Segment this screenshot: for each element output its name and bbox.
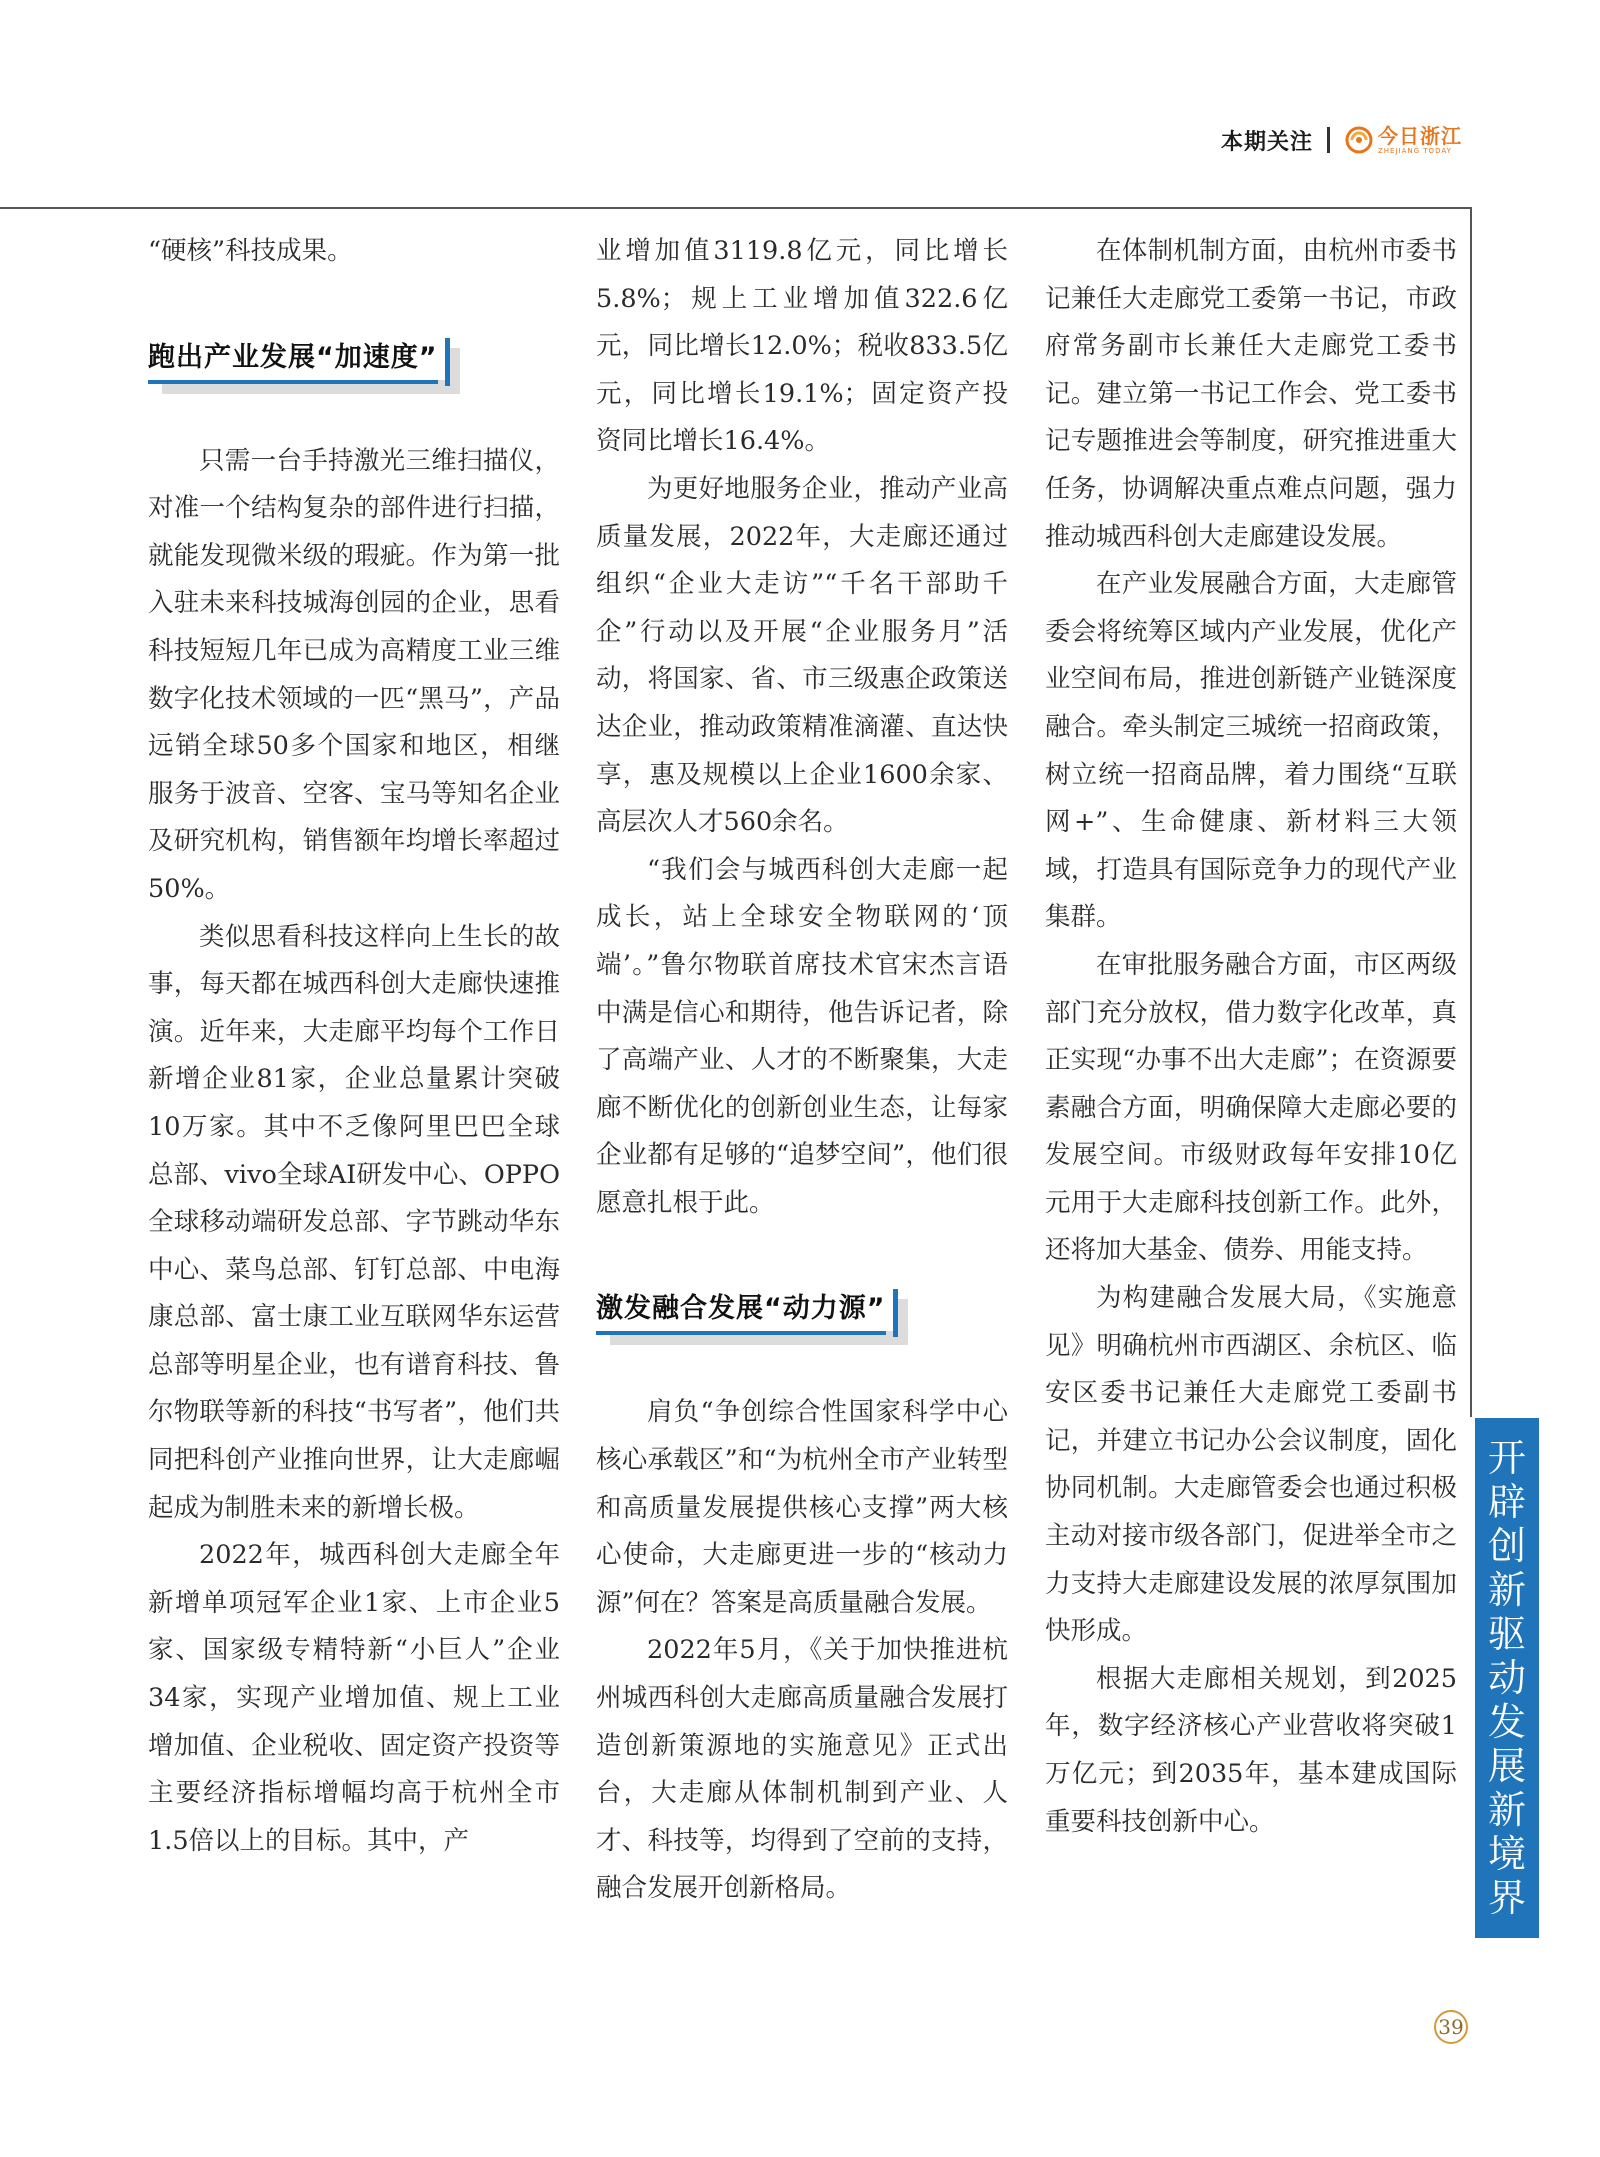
column-2 bbox=[596, 228, 1008, 1913]
banner-char: 新 bbox=[1487, 1788, 1526, 1832]
paragraph: 2022年5月，《关于加快推进杭州城西科创大走廊高质量融合发展打造创新策源地的实施意见》正式出台，大走廊从体制机制到产业、人才、科技等，均得到了空前的支持，融合发展开创新格局。 bbox=[596, 1635, 1008, 1904]
top-rule bbox=[0, 207, 1470, 209]
heading-text: 激发融合发展“动力源” bbox=[596, 1291, 886, 1335]
heading-text: 跑出产业发展“加速度” bbox=[148, 340, 438, 384]
paragraph: “我们会与城西科创大走廊一起成长，站上全球安全物联网的‘顶端’。”鲁尔物联首席技术官宋杰言语中满是信心和期待，他告诉记者，除了高端产业、人才的不断聚集，大走廊不断优化的创新创业生态，让每家企业都有足够的“追梦空间”，他们很愿意扎根于此。 bbox=[596, 854, 1008, 1218]
page-header bbox=[1221, 120, 1462, 160]
logo-swirl-icon bbox=[1344, 125, 1374, 155]
banner-char: 境 bbox=[1487, 1832, 1526, 1876]
banner-char: 动 bbox=[1487, 1656, 1526, 1700]
paragraph: 肩负“争创综合性国家科学中心核心承载区”和“为杭州全市产业转型和高质量发展提供核心支撑”两大核心使命，大走廊更进一步的“核动力源”何在？答案是高质量融合发展。 bbox=[596, 1397, 1008, 1618]
logo-subtext: ZHEJIANG TODAY bbox=[1378, 146, 1452, 155]
paragraph: 为更好地服务企业，推动产业高质量发展，2022年，大走廊还通过组织“企业大走访”“千名干部助千企”行动以及开展“企业服务月”活动，将国家、省、市三级惠企政策送达企业，推动政策精准滴灌、直达快享，惠及规模以上企业1600余家、高层次人才560余名。 bbox=[596, 473, 1008, 838]
magazine-logo bbox=[1344, 125, 1462, 155]
section-heading bbox=[148, 340, 448, 380]
banner-char: 辟 bbox=[1487, 1480, 1526, 1524]
paragraph: “硬核”科技成果。 bbox=[148, 236, 353, 266]
banner-char: 展 bbox=[1487, 1744, 1526, 1788]
column-frame-rule bbox=[1470, 207, 1472, 1417]
section-label: 本期关注 bbox=[1220, 129, 1313, 155]
paragraph: 2022年，城西科创大走廊全年新增单项冠军企业1家、上市企业5家、国家级专精特新“小巨人”企业34家，实现产业增加值、规上工业增加值、企业税收、固定资产投资等主要经济指标增幅均高于杭州全市1.5倍以上的目标。其中，产 bbox=[148, 1540, 560, 1856]
heading-shadow bbox=[898, 1299, 908, 1345]
paragraph: 为构建融合发展大局，《实施意见》明确杭州市西湖区、余杭区、临安区委书记兼任大走廊党工委副书记，并建立书记办公会议制度，固化协同机制。大走廊管委会也通过积极主动对接市级各部门，促进举全市之力支持大走廊建设发展的浓厚氛围加快形成。 bbox=[1045, 1283, 1457, 1647]
paragraph: 只需一台手持激光三维扫描仪，对准一个结构复杂的部件进行扫描，就能发现微米级的瑕疵。作为第一批入驻未来科技城海创园的企业，思看科技短短几年已成为高精度工业三维数字化技术领域的一匹“黑马”，产品远销全球50多个国家和地区，相继服务于波音、空客、宝马等知名企业及研究机构，销售额年均增长率超过50%。 bbox=[148, 445, 560, 904]
section-heading bbox=[596, 1291, 896, 1331]
banner-char: 新 bbox=[1487, 1568, 1526, 1612]
paragraph: 在体制机制方面，由杭州市委书记兼任大走廊党工委第一书记，市政府常务副市长兼任大走廊党工委书记。建立第一书记工作会、党工委书记专题推进会等制度，研究推进重大任务，协调解决重点难点问题，强力推动城西科创大走廊建设发展。 bbox=[1045, 236, 1457, 552]
heading-shadow bbox=[450, 348, 460, 394]
column-1 bbox=[148, 228, 560, 1865]
paragraph: 在产业发展融合方面，大走廊管委会将统筹区域内产业发展，优化产业空间布局，推进创新链产业链深度融合。牵头制定三城统一招商政策，树立统一招商品牌，着力围绕“互联网+”、生命健康、新材料三大领域，打造具有国际竞争力的现代产业集群。 bbox=[1045, 569, 1457, 933]
banner-char: 开 bbox=[1487, 1436, 1526, 1480]
page-number: 39 bbox=[1434, 2010, 1468, 2044]
banner-char: 驱 bbox=[1487, 1612, 1526, 1656]
logo-text: 今日浙江 bbox=[1378, 123, 1462, 148]
banner-char: 创 bbox=[1487, 1524, 1526, 1568]
banner-char: 发 bbox=[1487, 1700, 1526, 1744]
heading-bar bbox=[893, 1289, 898, 1337]
side-banner bbox=[1475, 1418, 1539, 1938]
column-3 bbox=[1045, 228, 1457, 1846]
paragraph: 在审批服务融合方面，市区两级部门充分放权，借力数字化改革，真正实现“办事不出大走廊”；在资源要素融合方面，明确保障大走廊必要的发展空间。市级财政每年安排10亿元用于大走廊科技创新工作。此外，还将加大基金、债券、用能支持。 bbox=[1045, 949, 1457, 1266]
header-divider bbox=[1327, 127, 1330, 153]
paragraph: 根据大走廊相关规划，到2025年，数字经济核心产业营收将突破1万亿元；到2035年，基本建成国际重要科技创新中心。 bbox=[1045, 1663, 1457, 1837]
paragraph: 类似思看科技这样向上生长的故事，每天都在城西科创大走廊快速推演。近年来，大走廊平均每个工作日新增企业81家，企业总量累计突破10万家。其中不乏像阿里巴巴全球总部、vivo全球AI研发中心、OPPO全球移动端研发总部、字节跳动华东中心、菜鸟总部、钉钉总部、中电海康总部、富士康工业互联网华东运营总部等明星企业，也有谱育科技、鲁尔物联等新的科技“书写者”，他们共同把科创产业推向世界，让大走廊崛起成为制胜未来的新增长极。 bbox=[148, 921, 560, 1523]
banner-char: 界 bbox=[1487, 1876, 1526, 1920]
heading-bar bbox=[445, 338, 450, 386]
paragraph: 业增加值3119.8亿元，同比增长5.8%；规上工业增加值322.6亿元，同比增长12.0%；税收833.5亿元，同比增长19.1%；固定资产投资同比增长16.4%。 bbox=[596, 236, 1008, 457]
